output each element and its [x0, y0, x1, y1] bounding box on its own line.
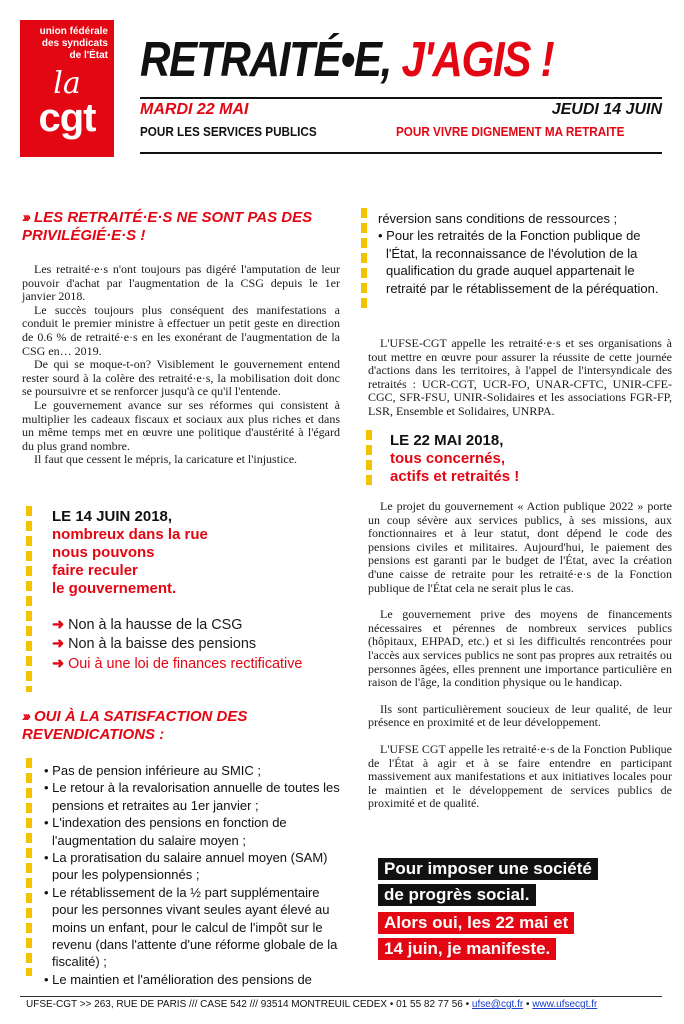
paragraph: Ils sont particulièrement soucieux de leur qualité, de leur présence en proximité et de leur développement. [368, 701, 672, 730]
callout-line: le gouvernement. [52, 580, 177, 597]
demands-list-continued [378, 210, 668, 297]
list-item: • Le rétablissement de la ½ part supplémentaire pour les personnes vivant seules ayant élevé au moins un enfant, pour le calcul de l'impôt sur le revenu (dans l'attente d'une réforme globale de la fiscalité) ; [44, 884, 338, 970]
email-link[interactable]: ufse@cgt.fr [471, 999, 524, 1010]
banner-line: Alors oui, les 22 mai et [378, 912, 574, 934]
title-red: J'AGIS ! [401, 33, 554, 87]
callout-line: faire reculer [52, 562, 138, 579]
logo-org-line: des syndicats [41, 38, 108, 49]
banner-line: 14 juin, je manifeste. [378, 938, 556, 960]
title-black: RETRAITÉ•E, [140, 33, 402, 87]
subtitle-divider [140, 152, 662, 154]
footer-address: UFSE-CGT >> 263, RUE DE PARIS /// CASE 542 /// 93514 MONTREUIL CEDEX • 01 55 82 77 56 • [26, 999, 470, 1010]
page-title [140, 30, 587, 90]
demand-text: Non à la hausse de la CSG [68, 617, 243, 633]
callout-line: nous pouvons [52, 544, 155, 561]
list-item: • Pour les retraités de la Fonction publique de l'État, la reconnaissance de l'évolution de la qualification du grade auquel appartenait le retraité par le rétablissement de la péréquation. [378, 228, 659, 296]
demands-list [44, 762, 344, 988]
list-item: • Le retour à la revalorisation annuelle de toutes les pensions et retraites au 1er janvier ; [44, 780, 340, 813]
demand-item [52, 635, 342, 654]
list-item: • Le maintien et l'amélioration des pensions de [44, 971, 312, 987]
paragraph: Les retraité·e·s n'ont toujours pas digéré l'amputation de leur pouvoir d'achat par l'augmentation de la CSG depuis le 1er janvier 2018. [22, 262, 340, 304]
logo-cgt: cgt [38, 96, 96, 140]
callout-line: tous concernés, [390, 450, 506, 467]
date-june: JEUDI 14 JUIN [551, 101, 662, 118]
arrow-right-icon: ➜ [52, 617, 65, 633]
callout-line: actifs et retraités ! [390, 468, 520, 485]
arrow-right-icon: ➜ [52, 636, 65, 653]
paragraph: De qui se moque-t-on? Visiblement le gouvernement entend rester sourd à la colère des retraité·e·s, la mobilisation doit donc se poursuivre et se renforcer jusqu'à ce qu'il l'entende. [22, 357, 340, 399]
callout-june [52, 508, 342, 674]
chevron-icon: ››› [22, 209, 28, 226]
paragraph: Le projet du gouvernement « Action publique 2022 » porte un coup sévère aux services publics, à ses missions, aux fonctionnaires et à leur statut, dont dépend le code des pensions civiles et militaires. Aujourd'hui, le paiement des pensions est garanti par le budget de l'État, avec la création d'une caisse de retraite pour les retraité·e·s de la Fonction publique de l'État cela ne serait plus le cas. [368, 499, 672, 595]
demand-item [52, 616, 342, 635]
paragraph: Le gouvernement prive des moyens de financements nécessaires et pérennes de nombreux services publics (hôpitaux, EHPAD, etc.) et si les difficultés rencontrées pour l'accès aux services publics ne sont pas propres aux retraités ou personnes âgées, elles prennent une importance particulière en raison de l'âge, la condition physique ou le handicap. [368, 607, 672, 690]
section-heading-demands [22, 708, 342, 744]
list-item: • Pas de pension inférieure au SMIC ; [44, 763, 262, 778]
paragraph: L'UFSE-CGT appelle les retraité·e·s et ses organisations à tout mettre en œuvre pour assurer la réussite de cette journée d'actions dans les territoires, à l'appel de l'intersyndicale des retraités : UCR-CGT, UCR-FO, UNAR-CFTC, UNIR-CFE-CGC, SFR-FSU, UNIR-Solidaires et les associations FGR-FP, LSR, Ensemble et Solidaires, UNRPA. [368, 336, 672, 418]
footer [26, 999, 597, 1011]
cgt-logo [20, 20, 114, 157]
list-item: • L'indexation des pensions en fonction de l'augmentation du salaire moyen ; [44, 815, 287, 848]
list-item: • La proratisation du salaire annuel moyen (SAM) pour les polypensionnés ; [44, 850, 328, 883]
continued-list-accent-bar [361, 208, 367, 312]
callout-lead: LE 14 JUIN 2018, [52, 508, 173, 525]
footer-separator: • [525, 999, 530, 1010]
list-item: réversion sans conditions de ressources ; [378, 211, 618, 226]
callout-may-accent-bar [366, 430, 372, 486]
callout-may [390, 432, 670, 486]
heading-line: OUI À LA SATISFACTION DES [34, 708, 248, 725]
callout-line: nombreux dans la rue [52, 526, 208, 543]
right-column-body [368, 500, 672, 811]
heading-line: LES RETRAITÉ·E·S NE SONT PAS DES [34, 209, 313, 226]
section-heading-privileges [22, 209, 342, 245]
banner-line: de progrès social. [378, 884, 536, 906]
heading-line: REVENDICATIONS : [22, 726, 165, 743]
banner-line: Pour imposer une société [378, 858, 598, 880]
logo-org-line: de l'État [69, 50, 108, 61]
paragraph: Il faut que cessent le mépris, la caricature et l'injustice. [34, 452, 298, 467]
footer-divider [20, 996, 662, 997]
title-divider [140, 97, 662, 99]
logo-org-name [20, 20, 114, 62]
demands-accent-bar [26, 758, 32, 976]
section1-body [22, 263, 340, 467]
heading-line: PRIVILÉGIÉ·E·S ! [22, 227, 146, 244]
demand-item [52, 655, 342, 674]
demand-text: Non à la baisse des pensions [68, 636, 257, 653]
callout-lead: LE 22 MAI 2018, [390, 432, 504, 449]
demand-text: Oui à une loi de finances rectificative [68, 655, 303, 672]
logo-org-line: union fédérale [39, 26, 108, 37]
paragraph: L'UFSE CGT appelle les retraité·e·s de la Fonction Publique de l'État à agir et à se faire entendre en participant massivement aux manifestations et aux initiatives locales pour le maintien et le développement de services publics de proximité et de qualité. [368, 741, 672, 811]
union-call-paragraph [368, 337, 672, 419]
chevron-icon: ››› [22, 708, 28, 725]
demand-list [52, 616, 342, 674]
subtitle-june: POUR VIVRE DIGNEMENT MA RETRAITE [396, 124, 625, 139]
paragraph: Le succès toujours plus conséquent des manifestations a conduit le premier ministre à effectuer un petit geste en direction de 0.6 % de retraité·e·s en les exonérant de l'augmentation de la CSG en… 2019. [22, 302, 340, 358]
website-link[interactable]: www.ufsecgt.fr [532, 999, 598, 1010]
subtitle-may: POUR LES SERVICES PUBLICS [140, 124, 317, 139]
callout-accent-bar [26, 506, 32, 692]
date-may: MARDI 22 MAI [140, 101, 249, 118]
arrow-right-icon: ➜ [52, 655, 65, 672]
paragraph: Le gouvernement avance sur ses réformes qui consistent à multiplier les cadeaux fiscaux et sociaux aux plus riches et dans un même temps met en œuvre une politique d'austérité à l'égard du plus grand nombre. [22, 397, 340, 453]
logo-la: la [53, 66, 81, 101]
